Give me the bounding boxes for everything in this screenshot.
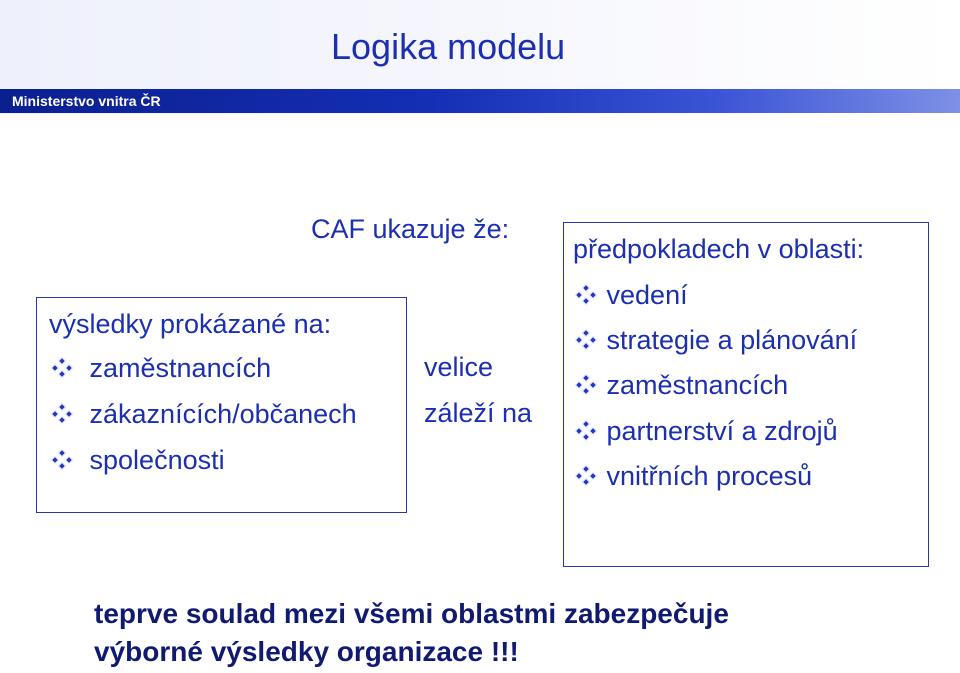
diamond-bullet-icon — [52, 450, 72, 470]
ministry-label: Ministerstvo vnitra ČR — [12, 93, 161, 109]
diamond-bullet-icon — [52, 404, 72, 424]
diamond-bullet-icon — [576, 375, 596, 395]
middle-line-1: velice — [424, 352, 494, 382]
results-item: zaměstnancích — [52, 353, 271, 384]
diamond-bullet-icon — [576, 330, 596, 350]
diamond-bullet-icon — [576, 421, 596, 441]
diamond-bullet-icon — [576, 285, 596, 305]
enablers-item: partnerství a zdrojů — [576, 416, 838, 447]
middle-line-2: záleží na — [424, 398, 533, 428]
slide-title: Logika modelu — [331, 26, 566, 67]
conclusion-line-1: teprve soulad mezi všemi oblastmi zabezpečuje — [94, 598, 729, 629]
enablers-item: zaměstnancích — [576, 370, 788, 401]
conclusion-line-2: výborné výsledky organizace !!! — [94, 636, 519, 667]
diamond-bullet-icon — [52, 358, 72, 378]
enablers-item: vnitřních procesů — [576, 461, 812, 492]
enablers-item: strategie a plánování — [576, 325, 857, 356]
results-item: společnosti — [52, 445, 225, 476]
results-heading: výsledky prokázané na: — [49, 309, 332, 339]
results-item: zákaznících/občanech — [52, 399, 357, 430]
enablers-heading: předpokladech v oblasti: — [573, 234, 865, 264]
caf-heading: CAF ukazuje že: — [311, 214, 510, 244]
enablers-item: vedení — [576, 280, 688, 311]
diamond-bullet-icon — [576, 466, 596, 486]
